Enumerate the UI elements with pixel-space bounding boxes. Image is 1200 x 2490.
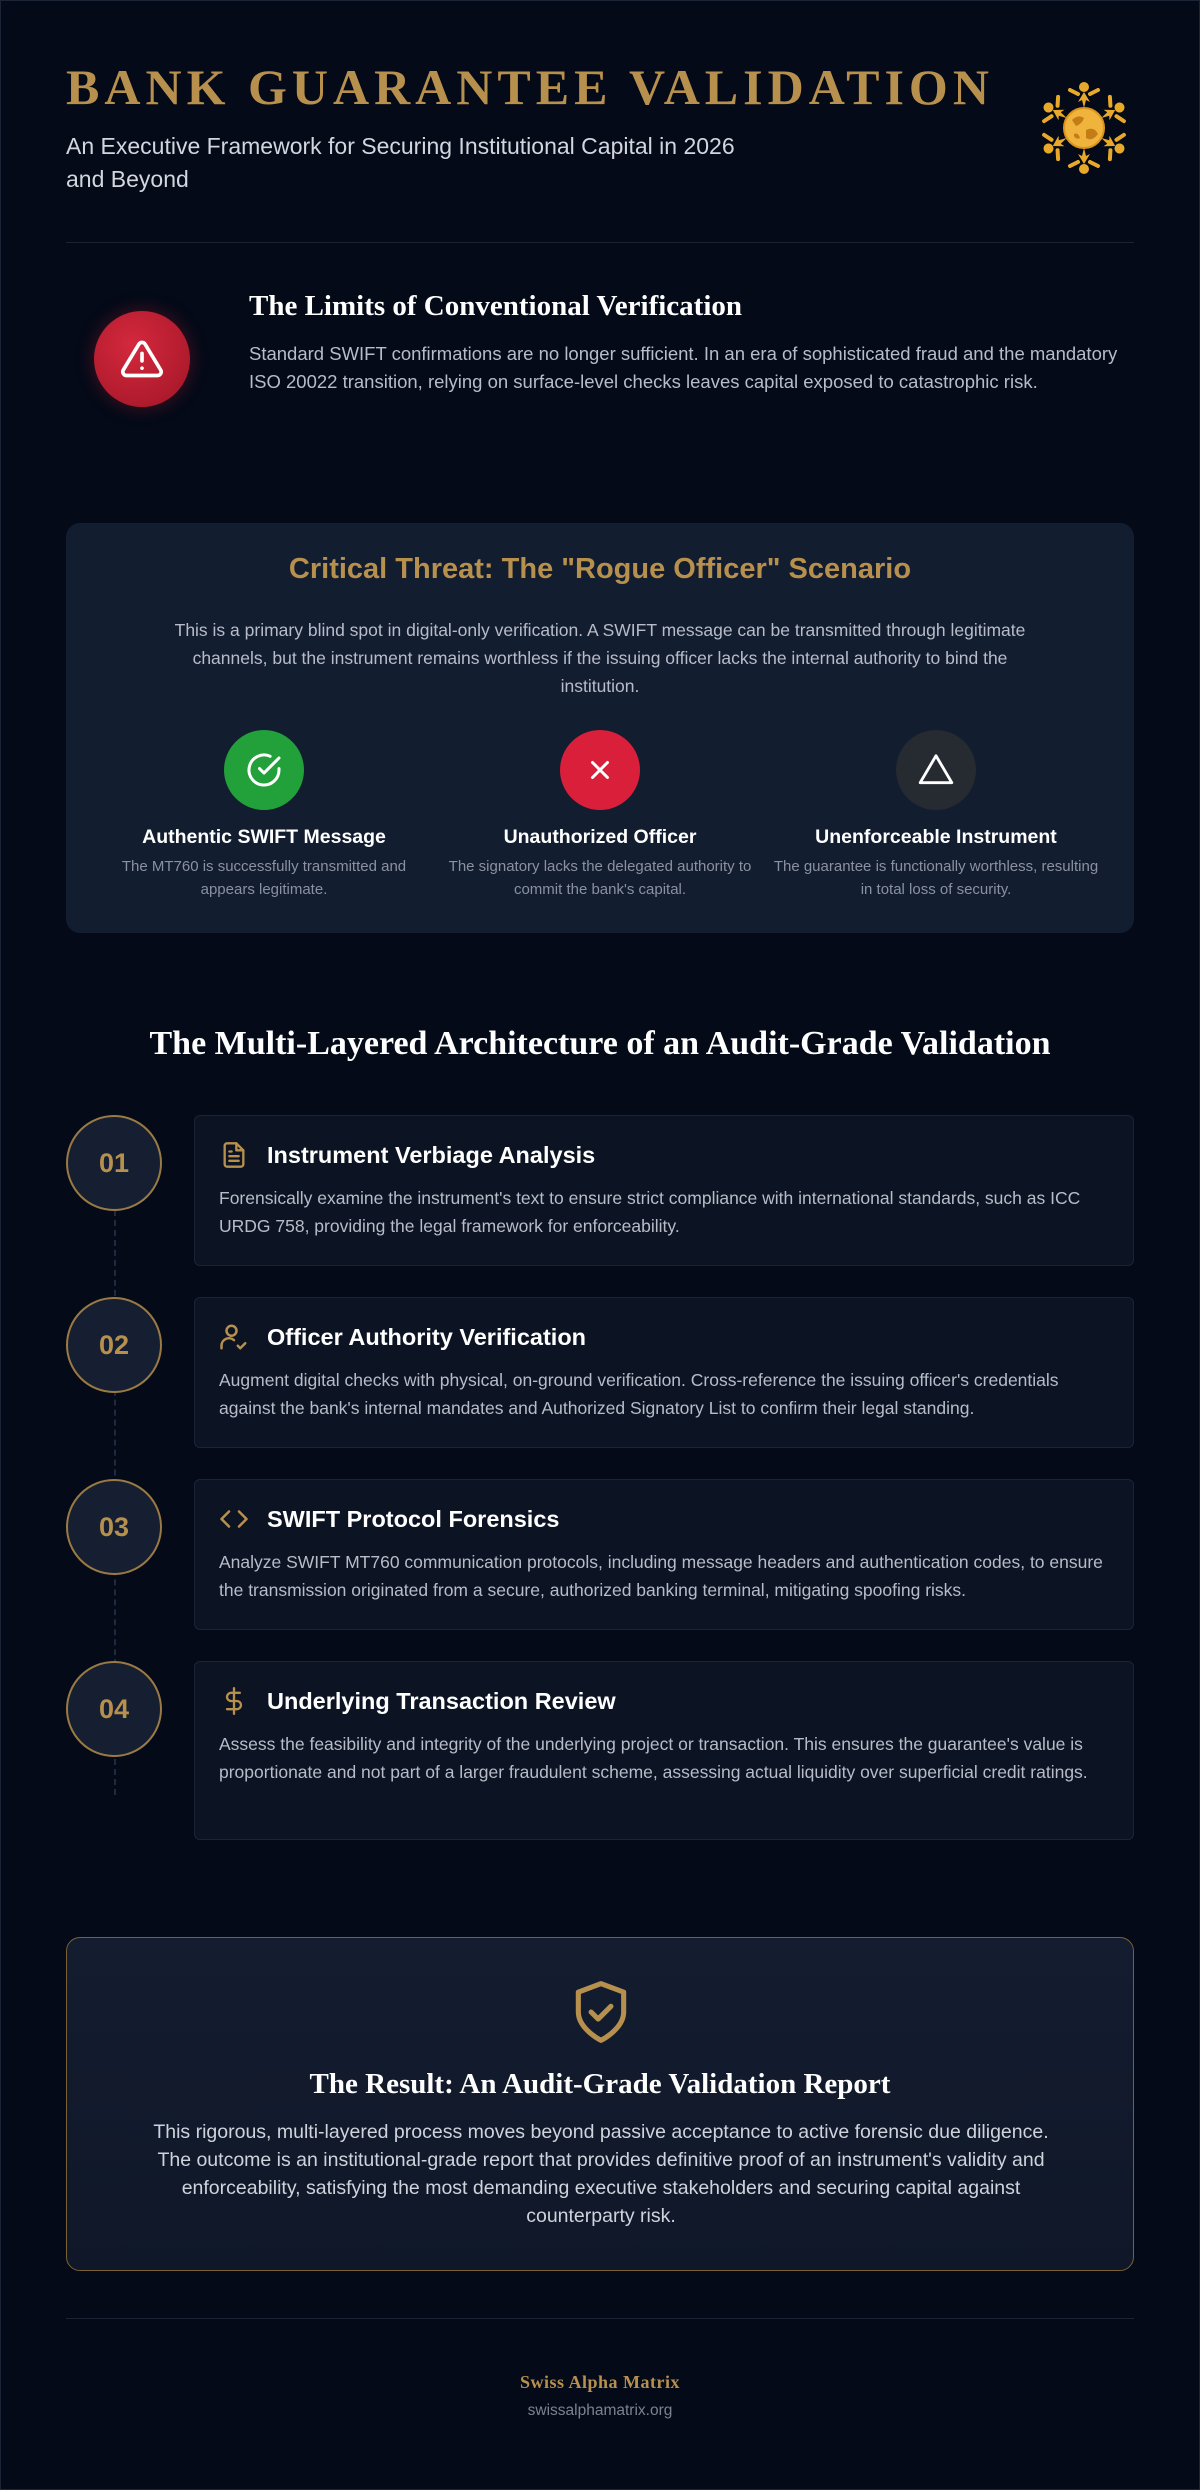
step-number: 01 xyxy=(66,1115,162,1211)
step-head xyxy=(219,1322,586,1352)
threat-item-text: The guarantee is functionally worthless, resulting in total loss of security. xyxy=(773,858,1099,898)
threat-item-text: The signatory lacks the delegated authority to commit the bank's capital. xyxy=(448,858,752,898)
result-text: This rigorous, multi-layered process moves beyond passive acceptance to active forensic due diligence. The outcome is an institutional-grade report that provides definitive proof of an instrument's validity and enforceability, satisfying the most demanding executive stakeholders and securing capital against counterparty risk. xyxy=(153,2121,1049,2227)
page-subtitle: An Executive Framework for Securing Institutional Capital in 2026 and Beyond xyxy=(66,133,735,192)
step-head xyxy=(219,1140,595,1170)
step-number: 04 xyxy=(66,1661,162,1757)
threat-item-text: The MT760 is successfully transmitted and appears legitimate. xyxy=(121,858,407,898)
user-check-icon xyxy=(219,1322,249,1352)
step-number: 02 xyxy=(66,1297,162,1393)
threat-card xyxy=(66,523,1134,933)
step-text: Analyze SWIFT MT760 communication protocols, including message headers and authentication codes, to ensure the transmission originated from a secure, authorized banking terminal, mitigating spoofing risks. xyxy=(219,1552,1103,1600)
dollar-icon xyxy=(219,1686,249,1716)
code-icon xyxy=(219,1504,249,1534)
page-title: BANK GUARANTEE VALIDATION xyxy=(66,59,994,115)
threat-item-title: Authentic SWIFT Message xyxy=(142,826,386,848)
step-number: 03 xyxy=(66,1479,162,1575)
result-card xyxy=(66,1937,1134,2271)
step-text: Assess the feasibility and integrity of the underlying project or transaction. This ensures the guarantee's value is proportionate and not part of a larger fraudulent scheme, assessing actual liquidity over superficial credit ratings. xyxy=(219,1734,1088,1782)
architecture-title: The Multi-Layered Architecture of an Audit-Grade Validation xyxy=(149,1025,1051,1062)
footer-brand: Swiss Alpha Matrix xyxy=(519,2372,681,2392)
result-title: The Result: An Audit-Grade Validation Report xyxy=(309,2068,891,2100)
threat-item-unauthorized xyxy=(432,730,768,901)
threat-items xyxy=(66,730,1134,901)
step-title: SWIFT Protocol Forensics xyxy=(267,1505,560,1532)
step-text: Augment digital checks with physical, on-ground verification. Cross-reference the issuing officer's credentials against the bank's internal mandates and Authorized Signatory List to confirm their legal standing. xyxy=(219,1370,1059,1418)
threat-item-title: Unauthorized Officer xyxy=(503,826,697,848)
limits-text: Standard SWIFT confirmations are no longer sufficient. In an era of sophisticated fraud and the mandatory ISO 20022 transition, relying on surface-level checks leaves capital exposed to catastrophic risk. xyxy=(249,343,1118,392)
threat-item-authentic xyxy=(96,730,432,901)
step-title: Underlying Transaction Review xyxy=(267,1687,616,1714)
document-icon xyxy=(219,1140,249,1170)
divider xyxy=(66,242,1134,243)
step-card xyxy=(194,1115,1134,1266)
alert-triangle-icon xyxy=(94,311,190,407)
step-head xyxy=(219,1686,616,1716)
footer-link[interactable]: swissalphamatrix.org xyxy=(527,2402,673,2419)
threat-item-unenforceable xyxy=(768,730,1104,901)
header xyxy=(66,58,1134,243)
step-card xyxy=(194,1661,1134,1840)
step-card xyxy=(194,1297,1134,1448)
check-circle-icon xyxy=(224,730,304,810)
threat-item-title: Unenforceable Instrument xyxy=(815,826,1057,848)
step-title: Instrument Verbiage Analysis xyxy=(267,1141,596,1168)
divider xyxy=(66,2318,1134,2319)
step-title: Officer Authority Verification xyxy=(267,1323,587,1350)
shield-check-icon xyxy=(567,1978,635,2046)
warning-triangle-icon xyxy=(896,730,976,810)
step-text: Forensically examine the instrument's text to ensure strict compliance with international standards, such as ICC URDG 758, providing the legal framework for enforceability. xyxy=(219,1188,1081,1236)
step-card xyxy=(194,1479,1134,1630)
limits-title: The Limits of Conventional Verification xyxy=(249,290,743,322)
limits-section xyxy=(66,290,1134,430)
step-head xyxy=(219,1504,559,1534)
threat-text: This is a primary blind spot in digital-only verification. A SWIFT message can be transmitted through legitimate channels, but the instrument remains worthless if the issuing officer lacks the internal authority to bind the institution. xyxy=(174,620,1026,696)
globe-people-icon xyxy=(1034,78,1134,178)
threat-title: Critical Threat: The "Rogue Officer" Scenario xyxy=(288,553,912,585)
x-icon xyxy=(560,730,640,810)
